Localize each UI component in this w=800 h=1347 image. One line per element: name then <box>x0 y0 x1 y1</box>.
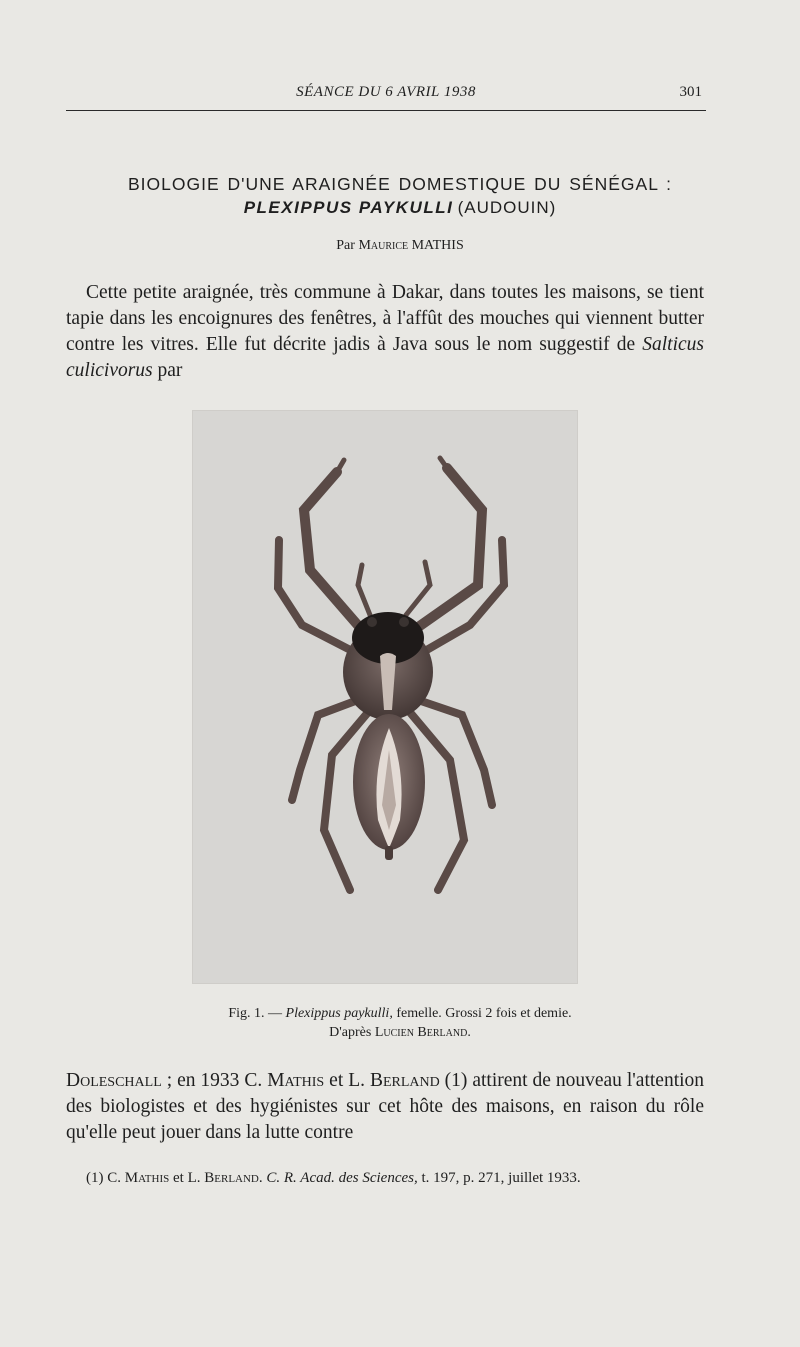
leg-front-right <box>414 468 482 630</box>
footnote-journal: C. R. Acad. des Sciences, <box>266 1170 418 1186</box>
spider-body <box>343 612 433 860</box>
title-species: PLEXIPPUS PAYKULLI <box>243 198 454 217</box>
footnote-name-mathis: Mathis <box>124 1170 170 1186</box>
leg-second-left <box>278 540 360 655</box>
article-title <box>60 174 740 218</box>
byline <box>0 238 800 254</box>
footnote-reference: t. 197, p. 271, juillet 1933. <box>421 1170 581 1186</box>
leg-front-left <box>304 472 362 630</box>
paragraph-2 <box>66 1068 704 1146</box>
name-berland: Berland <box>369 1070 440 1091</box>
caption-credit: Lucien Berland. <box>374 1025 471 1040</box>
spider-drawing <box>192 410 578 984</box>
paragraph-1-end: par <box>157 360 183 381</box>
paragraph-1-text: Cette petite araignée, très commune à Dakar, dans toutes les maisons, se tient tapie dans les encoignures des fenêtres, à l'affût des mouches qui viennent butter contre les vitres. Elle fut décrite jadis à Java sous le nom suggestif de <box>66 282 704 355</box>
palp-right <box>406 562 430 615</box>
spinnerets <box>385 846 393 860</box>
paragraph-1-italic: Salticus culicivorus <box>66 334 705 381</box>
byline-author: Maurice MATHIS <box>358 238 464 253</box>
caption-species: Plexippus paykulli, <box>285 1006 393 1021</box>
caption-line-1 <box>0 1004 800 1023</box>
figure-spider-illustration <box>192 410 578 984</box>
caption-line2-prefix: D'après <box>329 1025 372 1040</box>
palp-left <box>358 565 370 615</box>
caption-prefix: Fig. 1. — <box>228 1006 283 1021</box>
byline-par: Par <box>336 238 355 253</box>
paragraph-2-c: (1) attirent de nouveau l'attention des biologistes et des hygiénistes sur cet hôte des maisons, en raison du rôle qu'elle peut jouer dans la lutte contre <box>66 1070 705 1143</box>
title-line-1: BIOLOGIE D'UNE ARAIGNÉE DOMESTIQUE DU SÉNÉGAL : <box>127 174 673 194</box>
paragraph-2-b: et L. <box>329 1070 365 1091</box>
footnote-marker: (1) C. <box>86 1170 121 1186</box>
running-title: SÉANCE DU 6 AVRIL 1938 <box>296 84 476 100</box>
figure-caption <box>0 1004 800 1042</box>
footnote-et: et L. <box>173 1170 201 1186</box>
title-author: (AUDOUIN) <box>457 198 557 217</box>
footnote-name-berland: Berland. <box>204 1170 263 1186</box>
title-line-2 <box>60 198 740 218</box>
paragraph-2-a: ; en 1933 C. <box>166 1070 263 1091</box>
footnote <box>66 1168 706 1189</box>
paragraph-1 <box>66 280 704 384</box>
name-mathis: Mathis <box>267 1070 325 1091</box>
caption-rest: femelle. Grossi 2 fois et demie. <box>396 1006 572 1021</box>
running-header <box>66 80 706 111</box>
page-number: 301 <box>679 84 702 100</box>
name-doleschall: Doleschall <box>66 1070 162 1091</box>
caption-line-2 <box>0 1023 800 1042</box>
